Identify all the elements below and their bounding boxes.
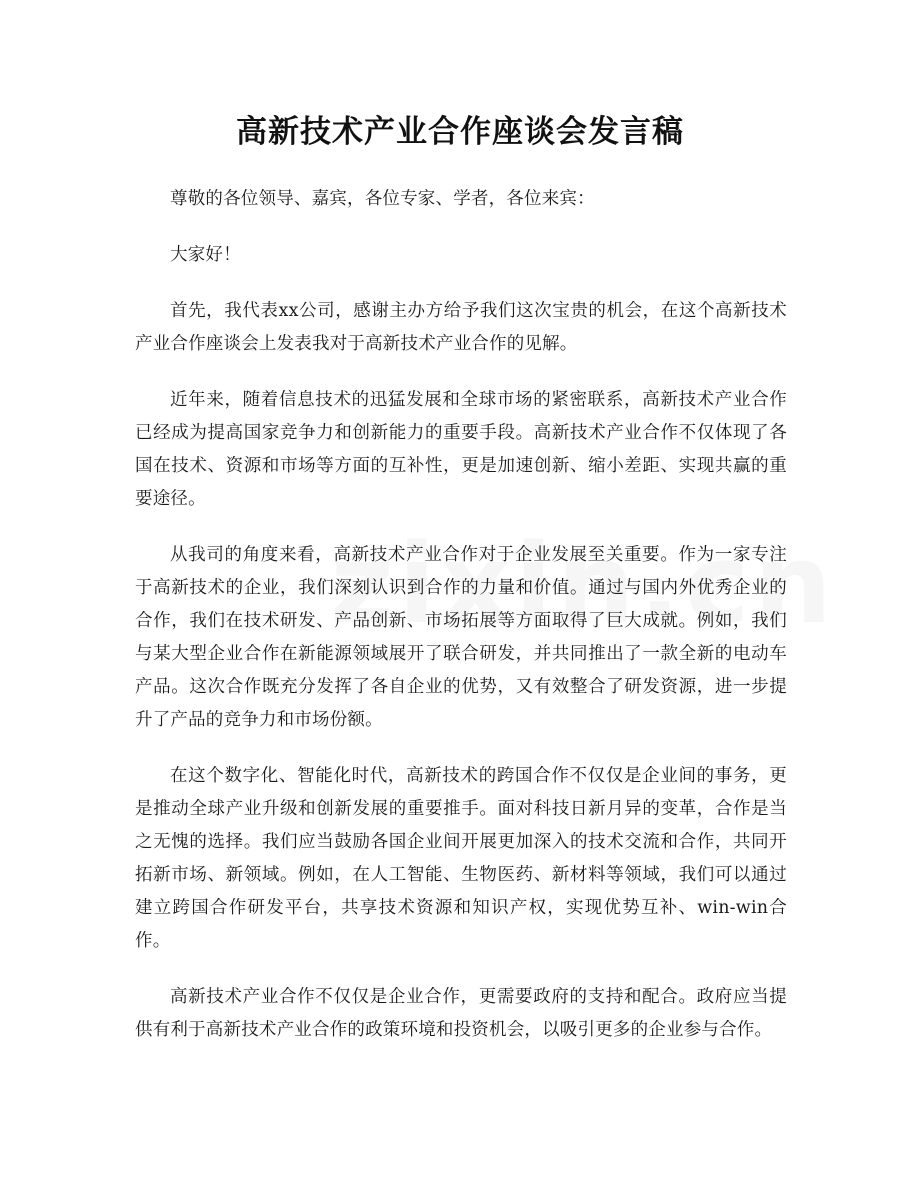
paragraph-company-view: 从我司的角度来看，高新技术产业合作对于企业发展至关重要。作为一家专注于高新技术的企业，我们深刻认识到合作的力量和价值。通过与国内外优秀企业的合作，我们在技术研发、产品创新、市场拓展等方面取得了巨大成就。例如，我们与某大型企业合作在新能源领域展开了联合研发，并共同推出了一款全新的电动车产品。这次合作既充分发挥了各自企业的优势，又有效整合了研发资源，进一步提升了产品的竞争力和市场份额。 bbox=[135, 545, 787, 730]
paragraph-thanks: 首先，我代表xx公司，感谢主办方给予我们这次宝贵的机会，在这个高新技术产业合作座谈会上发表我对于高新技术产业合作的见解。 bbox=[135, 301, 787, 354]
document-title: 高新技术产业合作座谈会发言稿 bbox=[236, 114, 684, 150]
paragraph-digital-era: 在这个数字化、智能化时代，高新技术的跨国合作不仅仅是企业间的事务，更是推动全球产业升级和创新发展的重要推手。面对科技日新月异的变革，合作是当之无愧的选择。我们应当鼓励各国企业间开展更加深入的技术交流和合作，共同开拓新市场、新领域。例如，在人工智能、生物医药、新材料等领域，我们可以通过建立跨国合作研发平台，共享技术资源和知识产权，实现优势互补、win-win合作。 bbox=[135, 766, 787, 951]
paragraph-background: 近年来，随着信息技术的迅猛发展和全球市场的紧密联系，高新技术产业合作已经成为提高国家竞争力和创新能力的重要手段。高新技术产业合作不仅体现了各国在技术、资源和市场等方面的互补性，更是加速创新、缩小差距、实现共赢的重要途径。 bbox=[135, 390, 787, 509]
paragraph-government: 高新技术产业合作不仅仅是企业合作，更需要政府的支持和配合。政府应当提供有利于高新技术产业合作的政策环境和投资机会，以吸引更多的企业参与合作。 bbox=[135, 987, 787, 1040]
paragraph-greeting: 大家好！ bbox=[170, 245, 241, 265]
document-body bbox=[135, 183, 787, 1070]
paragraph-salutation: 尊敬的各位领导、嘉宾，各位专家、学者，各位来宾： bbox=[170, 189, 595, 209]
